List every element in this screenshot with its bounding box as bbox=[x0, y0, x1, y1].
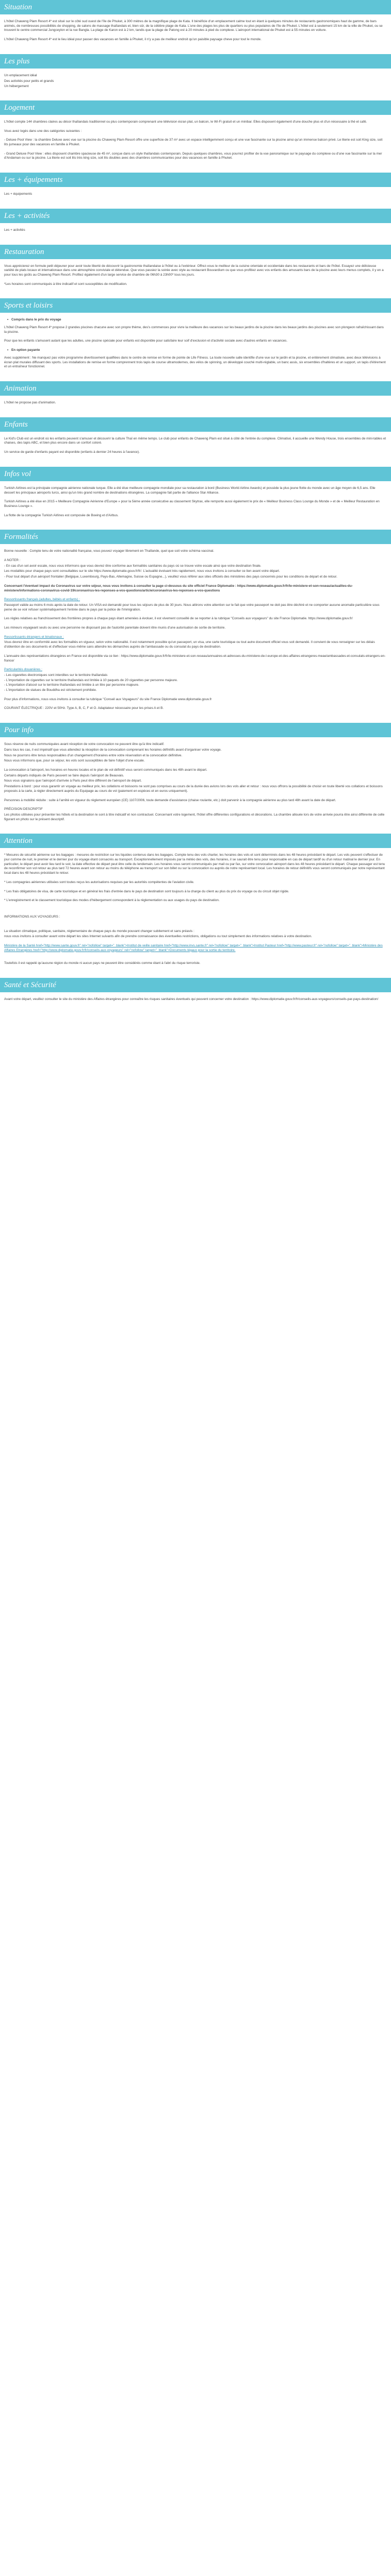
formalites-paragraph: Vous devrez être en conformité avec les formalités en vigueur, selon votre nationalité. Il est notamment possible qu'un passeport, un visa, une carte touristique ou tout autre document officiel vous soit demandé. Il convient de vous renseigner sur les délais d'obtention de ces documents et d'effectuer vous-même sans attendre les démarches auprès de l'ambassade ou du consulat du pays de destination. bbox=[4, 640, 375, 649]
formalites-paragraph: - En cas d'un set avoir escale, nous vous informons que vous devrez être conforme aux formalités sanitaires du pays où se trouve votre escale ainsi que votre destination finale. bbox=[4, 564, 262, 568]
attention-paragraph: Toutefois il est rappelé qu'aucune région du monde ni aucun pays ne peuvent être considérés comme étant à l'abri du risque terroriste. bbox=[4, 961, 201, 965]
section-title-pour-info: Pour info bbox=[0, 723, 391, 737]
formalites-paragraph: Les mineurs voyageant seuls ou avec une personne ne disposant pas de l'autorité parentale doivent être munis d'une autorisation de sortie de territoire. bbox=[4, 626, 226, 630]
enfants-paragraph: Le Kid's Club est un endroit où les enfants peuvent s'amuser et découvrir la culture Thaï en même temps. Le club pour enfants de Chaweng Plam est situé à côté de l'entrée du complexe. Climatisé, il accueille une Wendy House, trois ensembles de mini-tables et chaises, des tapis ABC, et bien plus encore dans un confort coloré. bbox=[4, 436, 386, 445]
section-title-plus: Les plus bbox=[0, 54, 391, 69]
sports-paragraph: Avec supplément : Ne manquez pas votre programme divertissement qualifiées dans le centre de remise en forme de pointe de Life Fitness. La toute nouvelle salle identifie d'une vue sur le jardin et la piscine, et entièrement climatisée, avec deux télévisions à écran plat murales diffusant des sports. Les installations de remise en forme comprennent trois tapis de course ultramodernes, des vélos de spinning, un développé couché multi-réglable, un banc assis, six ensembles d'haltères et un support, un tapis d'étirement et un entraîneur fonctionnel. bbox=[4, 355, 386, 369]
formalites-customs-item: - Les cigarettes électroniques sont interdites sur le territoire thaïlandais bbox=[4, 673, 108, 677]
plus-item: Un hébergement bbox=[4, 84, 29, 89]
formalites-customs-item: - L'importation d'alcool sur le territoire thaïlandais est limitée à un litre par personne majeure. bbox=[4, 683, 139, 687]
sports-paragraph: Pour que les enfants s'amusent autant que les adultes, une piscine spéciale pour enfants est disponible pour satisfaire leur soif d'exclusion et d'activité sociale avec d'autres enfants en vacances. bbox=[4, 339, 288, 343]
pourinfo-subheading: PRÉCISION DESCRIPTIF bbox=[4, 807, 43, 811]
section-formalites bbox=[0, 544, 391, 723]
sports-paid-heading: • En option payante bbox=[4, 348, 387, 353]
attention-paragraph: * Les frais obligatoires de visa, de carte touristique et en général les frais d'entrée dans le pays de destination sont toujours à la charge du client au plus du prix du voyage ou du circuit objet rigide. bbox=[4, 889, 289, 893]
section-pour-info bbox=[0, 737, 391, 834]
pourinfo-paragraph: Dans tous les cas, il est impératif que vous attendiez la réception de la convocation comprenant les horaires définitifs avant d'organiser votre voyage. bbox=[4, 748, 222, 752]
formalites-subheading: Ressortissants français (adultes, bébés et enfants) : bbox=[4, 598, 80, 602]
section-title-attention: Attention bbox=[0, 834, 391, 848]
plus-item: Des activités pour petits et grands bbox=[4, 79, 54, 83]
formalites-paragraph: L'annuaire des représentations étrangères en France est disponible via ce lien : https://www.diplomatie.gouv.fr/fr/le-ministere-et-son-reseau/annuaires-et-adresses-du-ministere-de-l-europe-et-des-affaires-etrangeres-meae/ambassades-et-consulats-etrangers-en-france/ bbox=[4, 654, 386, 663]
section-activites bbox=[0, 223, 391, 245]
section-title-activites: Les + activités bbox=[0, 209, 391, 223]
formalites-customs-item: - L'importation de cigarettes sur le territoire thaïlandais est limitée à 10 paquets de 20 cigarettes par personne majeure. bbox=[4, 678, 178, 682]
sports-paragraph: L'hôtel Chaweng Plam Resort 4* propose 2 grandes piscines chacune avec son propre thème, des's commences pour vivre la meilleure des vacances sur les beaux jardins de la piscine dans les beaux jardins des piscines avec son plongeon rafraîchissant dans la piscine. bbox=[4, 326, 384, 334]
pourinfo-paragraph: Personnes à mobilité réduite : suite à l'arrêté en vigueur du règlement européen (CE) 1107/2006, toute demande d'assistance (chaise roulante, etc.) doit parvenir à la compagnie aérienne au plus tard 48h avant la date de départ. bbox=[4, 798, 336, 802]
section-title-sports: Sports et loisirs bbox=[0, 298, 391, 313]
attention-paragraph: * L'enregistrement et le classement touristique des modes d'hébergement correspondent à la réglementation ou aux usages du pays de destination. bbox=[4, 899, 220, 903]
restauration-paragraph: Vous apprécierez en formule petit déjeuner pour avoir toute liberté de découvrir la gastronomie thaïlandaise à l'hôtel ou à l'extérieur. Offrez-vous le meilleur de la cuisine orientale et occidentale dans les restaurants et bars de l'hôtel. Essayez une délicieuse variété de plats locaux et internationaux dans une atmosphère conviviale et détendue. Que vous passiez la soirée avec style au restaurant Bouvardium ou que vous profitiez avec vos enfants des amusants bars de la piscine avec leurs menus complets, il y en a pour tous les goûts au Chaweng Plam Resort. Profitez également d'un large service de chambre de 06h30 à 23h00* tous les jours. bbox=[4, 264, 384, 277]
pourinfo-paragraph: Nous ne pourrons être tenus responsables d'un changement d'horaires entre votre réservation et la convocation définitive. bbox=[4, 753, 183, 757]
plus-item: Un emplacement idéal bbox=[4, 73, 37, 77]
section-sports bbox=[0, 313, 391, 381]
section-title-animation: Animation bbox=[0, 381, 391, 396]
section-enfants bbox=[0, 432, 391, 467]
formalites-paragraph: Les modalités pour chaque pays sont consultables sur le site https://www.diplomatie.gouv.fr/fr/. L'actualité évoluant très rapidement, nous vous invitons à consulter ce lien avant votre départ. bbox=[4, 569, 280, 573]
section-equipements bbox=[0, 187, 391, 209]
section-title-sante: Santé et Sécurité bbox=[0, 978, 391, 992]
section-infos-vol bbox=[0, 481, 391, 530]
formalites-paragraph: - Pour tout départ d'un aéroport frontalier (Belgique, Luxembourg, Pays-Bas, Allemagne, Suisse ou Espagne...), veuillez vous référer aux sites officiels des ministères des pays concernés pour les conditions de départ et de retour. bbox=[4, 575, 337, 579]
section-title-situation: Situation bbox=[0, 0, 391, 14]
logement-room-type: - Grand Deluxe Pool View : elles disposent chambre spacieuse de 45 m², conçue dans un style thaïlandais contemporain. Depuis quelques chambres, vous pourrez profiter de la vue panoramique sur le paysage du complexe ou d'une vue fascinante sur la mer d'Andaman ou sur la piscine. La literie est soit lits très king size, soit lits doubles avec des chambres communicantes pour des vacances en famille à Phuket. bbox=[4, 151, 382, 160]
animation-text: L'hôtel ne propose pas d'animation. bbox=[4, 400, 56, 404]
infos-paragraph: Turkish Airlines a été élue en 2015 « Meilleure Compagnie Aérienne d'Europe » pour la 5ème année consécutive au classement Skytrax, elle remporte aussi également le prix de « Meilleur Business Class Lounge du Monde » et de « Meilleur Restauration en Business Lounge ». bbox=[4, 500, 380, 508]
attention-paragraph: * Mesures de sécurité aérienne sur les bagages : mesures de restriction sur les liquides contenus dans les bagages. Compte tenu des vols charter, les horaires des vols et sont déterminés dans les 48 heures précédant le départ. Les vols peuvent s'effectuer de jour comme de nuit, le premier et le dernier jour du voyage étant consacrés au transport. Exceptionnellement imposés par la météo des vols, des horaires, il se saurait être tenu pour responsable en cas de départ tardif ou d'un retour matinal le dernier jour. En particulier, le départ peut avoir lieu tard le soir, la date effective de départ peut être celle du lendemain. Les horaires vous seront communiqués par mail ou par fax, sur votre convocation aéroport dans les 48 heures précédant le départ. Chaque passager est tenu de reconfirmer son vol retour au plus tard 72 heures avant son retour au moins du téléphone au transport sur son billet ou sur la convocation ou auprès de notre représentant local. Les horaires de retour définitifs vous seront communiqués par notre représentant local dans les 48 heures précédant le retour. bbox=[4, 853, 385, 875]
formalites-paragraph: Passeport valide au moins 6 mois après la date de retour. Un VISA est demandé pour tous les séjours de plus de 30 jours. Nous attirons votre attention sur le fait que votre passeport ne doit pas être déchiré et ne comporter aucune anomalie particulière sous peine de se voir refuser systématiquement l'entrée dans le pays par la police de l'immigration. bbox=[4, 603, 380, 612]
section-title-equipements: Les + équipements bbox=[0, 173, 391, 187]
formalites-paragraph: Bonne nouvelle : Compte tenu de votre nationalité française, vous pouvez voyager librement en Thaïlande, quel que soit votre schéma vaccinal. bbox=[4, 549, 214, 553]
pourinfo-paragraph: Nous vous signalons que l'aéroport d'arrivée à Paris peut être différent de l'aéroport de départ. bbox=[4, 779, 142, 783]
attention-subheading: INFORMATIONS AUX VOYAGEURS : bbox=[4, 914, 60, 919]
activites-text: Les + activités bbox=[4, 228, 25, 232]
situation-paragraph: L'hôtel Chaweng Plam Resort 4* est situé sur le côté sud ouest de l'île de Phuket, à 300 mètres de la magnifique plage de Kata. Il bénéficie d'un emplacement calme tout en étant à quelques minutes de restaurants gastronomiques haut de gamme, de bars animés, de nombreuses possibilités de shopping, de salons de massage thaïlandais et, bien sûr, de la célèbre plage de Kata. L'une des plages les plus de quartiers ou plus populaires de l'île de Phuket. L'hôtel est à seulement 15 km de la ville de Phuket, ou se trouvent le centre commercial Jungceylon et la rue Bangla. La plage de Karon est à 2 km, tandis que la plage de Patong est à 20 minutes à pied du complexe. L'aéroport international de Phuket est à 55 minutes en voiture. bbox=[4, 20, 383, 32]
section-title-restauration: Restauration bbox=[0, 245, 391, 259]
pourinfo-paragraph: Prestations à bord : pour vous garantir un voyage au meilleur prix, les collations et boissons ne sont pas comprises au cours de la durée des avions lors des vols aller et retour : nous vous offrons la possibilité de choisir en toute liberté vos collations et boissons proposés à la carte, à régler directement auprès du Equipage au cours de vol (paiement en espèces et en euros uniquement). bbox=[4, 785, 383, 793]
sante-paragraph: Avant votre départ, veuillez consulter le site du ministère des Affaires étrangères pour connaître les risques sanitaires éventuels qui peuvent concerner votre destination : https://www.diplomatie.gouv.fr/fr/conseils-aux-voyageurs/conseils-par-pays-destination/ bbox=[4, 997, 379, 1002]
equipements-text: Les + équipements bbox=[4, 192, 32, 196]
formalites-note-heading: A NOTER : bbox=[4, 558, 21, 563]
pourinfo-paragraph: La convocation à l'aéroport, les horaires en heures locales et le plan de vol définitif vous seront communiqués dans les 48h avant le départ. bbox=[4, 768, 207, 772]
enfants-paragraph: Un service de garde d'enfants payant est disponible (enfants à dernier 24 heures à l'avance). bbox=[4, 450, 140, 454]
formalites-paragraph: Les règles relatives au franchissement des frontières propres à chaque pays étant amenées à évoluer, il est vivement conseillé de se reporter à la rubrique "Conseils aux voyageurs" du site France Diplomatie. https://www.diplomatie.gouv.fr/ bbox=[4, 617, 353, 621]
section-attention bbox=[0, 848, 391, 978]
pourinfo-paragraph: Nous vous informons que, pour ce séjour, les vols sont susceptibles de faire l'objet d'une escale. bbox=[4, 759, 145, 763]
attention-paragraph: * Les compagnies aériennes utilisées sont toutes reçus les autorisations requises par les autorités compétentes de l'aviation civile. bbox=[4, 880, 194, 884]
section-plus bbox=[0, 69, 391, 100]
logement-paragraph: L'hôtel compte 144 chambres claires au décor thaïlandais traditionnel ou plus contemporain comprenant une télévision écran plat, un balcon, le Wi-Fi gratuit et un minibar. Elles disposent également d'une douche plus et d'un nécessaire à thé et café. bbox=[4, 120, 367, 124]
section-sante bbox=[0, 992, 391, 1014]
logement-room-type: - Deluxe Pool View : la chambre Deluxe avec vue sur la piscine du Chaweng Plam Resort offre une superficie de 37 m² avec un espace intelligemment conçu et une vue fascinante sur la piscine ainsi qu'un immense balcon privé. Le literie est soit King size, soit lits jumeaux pour des vacances en famille à Phuket. bbox=[4, 138, 383, 147]
formalites-paragraph: Pour plus d'informations, nous vous invitons à consulter la rubrique "Conseil aux Voyageurs" du site France Diplomatie www.diplomatie.gouv.fr bbox=[4, 697, 212, 701]
sports-included-heading: • Compris dans le prix du voyage bbox=[4, 318, 387, 323]
infos-paragraph: Turkish Airlines est la principale compagnie aérienne nationale turque. Elle a été élue meilleure compagnie mondiale pour sa restauration à bord (Business World Airline Awards) et possède la plus jeune flotte du monde avec un âge moyen de 6,5 ans. Elle dessert les principaux aéroports turcs, ainsi qu'un très grand nombre de destinations étrangères. La compagnie fait partie de l'alliance Star Alliance. bbox=[4, 486, 376, 495]
restauration-paragraph: *Les horaires sont communiqués à titre indicatif et sont susceptibles de modification. bbox=[4, 282, 127, 286]
attention-paragraph: nous vous invitons à consulter avant votre départ les sites Internet suivants afin de prendre connaissance des éventuelles restrictions, obligations ou tout simplement des informations relatives à votre destination. bbox=[4, 935, 312, 939]
section-restauration bbox=[0, 259, 391, 299]
formalites-subheading: Particularités douanières : bbox=[4, 668, 42, 672]
infos-paragraph: La flotte de la compagnie Turkish Airlines est composée de Boeing et d'Airbus. bbox=[4, 513, 119, 517]
section-title-logement: Logement bbox=[0, 100, 391, 115]
logement-paragraph: Vous avez logés dans une des catégories suivantes : bbox=[4, 129, 82, 133]
section-title-enfants: Enfants bbox=[0, 417, 391, 432]
pourinfo-paragraph: Sous réserve de nuits communiquées avant réception de votre convocation ne peuvent être qu'à titre indicatif. bbox=[4, 742, 165, 747]
pourinfo-paragraph: Certains départs indiqués de Paris peuvent se faire depuis l'aéroport de Beauvais. bbox=[4, 773, 124, 777]
attention-links[interactable]: Ministère de la Santé href="http://www.sante.gouv.fr" rel="nofollow" target="_blank">Institut de veille sanitaire href="http://www.invs.sante.fr" rel="nofollow" target="_blank">Institut Pasteur href="http://www.pasteur.fr" rel="nofollow" target="_blank">Ministère des Affaires Etrangères href="http://www.diplomatie.gouv.fr/fr/conseils-aux-voyageurs" rel="nofollow" target="_blank">Documents légaux pour la sortie du territoire. bbox=[4, 944, 383, 952]
attention-paragraph: La situation climatique, politique, sanitaire, réglementaire de chaque pays du monde pouvant changer subitement et sans préavis : bbox=[4, 929, 194, 933]
situation-paragraph: L'hôtel Chaweng Plam Resort 4* est le lieu idéal pour passer des vacances en famille à Phuket, il n'y a pas de meilleur endroit qu'un paisible paysage cheve pour tout le monde. bbox=[4, 38, 262, 42]
section-title-infos-vol: Infos vol bbox=[0, 467, 391, 481]
formalites-coronavirus-notice[interactable]: Concernant l'éventuel impact du Coronavirus sur votre séjour, nous vous invitons à consulter la page ci-dessous du site officiel France Diplomatie : https://www.diplomatie.gouv.fr/fr/le-ministere-et-son-reseau/actualites-du-ministere/informations-coronavirus-covid-19/coronavirus-les-reponses-a-vos-questions/article/coronavirus-les-reponses-a-vos-questions bbox=[4, 584, 353, 592]
formalites-customs-item: - L'importation de statues de Bouddha est strictement prohibée. bbox=[4, 688, 97, 692]
formalites-subheading: Ressortissants étrangers et binationaux : bbox=[4, 635, 64, 639]
pourinfo-paragraph: Les photos utilisées pour présenter les hôtels et la destination le sont à titre indicatif et non contractuel. Concernant votre logement, l'hôtel offre différentes configurations et décorations. La chambre allouée lors de votre arrivée pourra être ainsi différente de celle figurant en photo sur le présent descriptif. bbox=[4, 812, 385, 821]
formalites-electricity: COURANT ÉLECTRIQUE : 220V et 50Hz. Type A, B, C, F et O. Adaptateur nécessaire pour les prises A et B. bbox=[4, 706, 164, 710]
section-logement bbox=[0, 115, 391, 173]
section-situation bbox=[0, 14, 391, 54]
section-animation bbox=[0, 396, 391, 417]
section-title-formalites: Formalités bbox=[0, 530, 391, 544]
